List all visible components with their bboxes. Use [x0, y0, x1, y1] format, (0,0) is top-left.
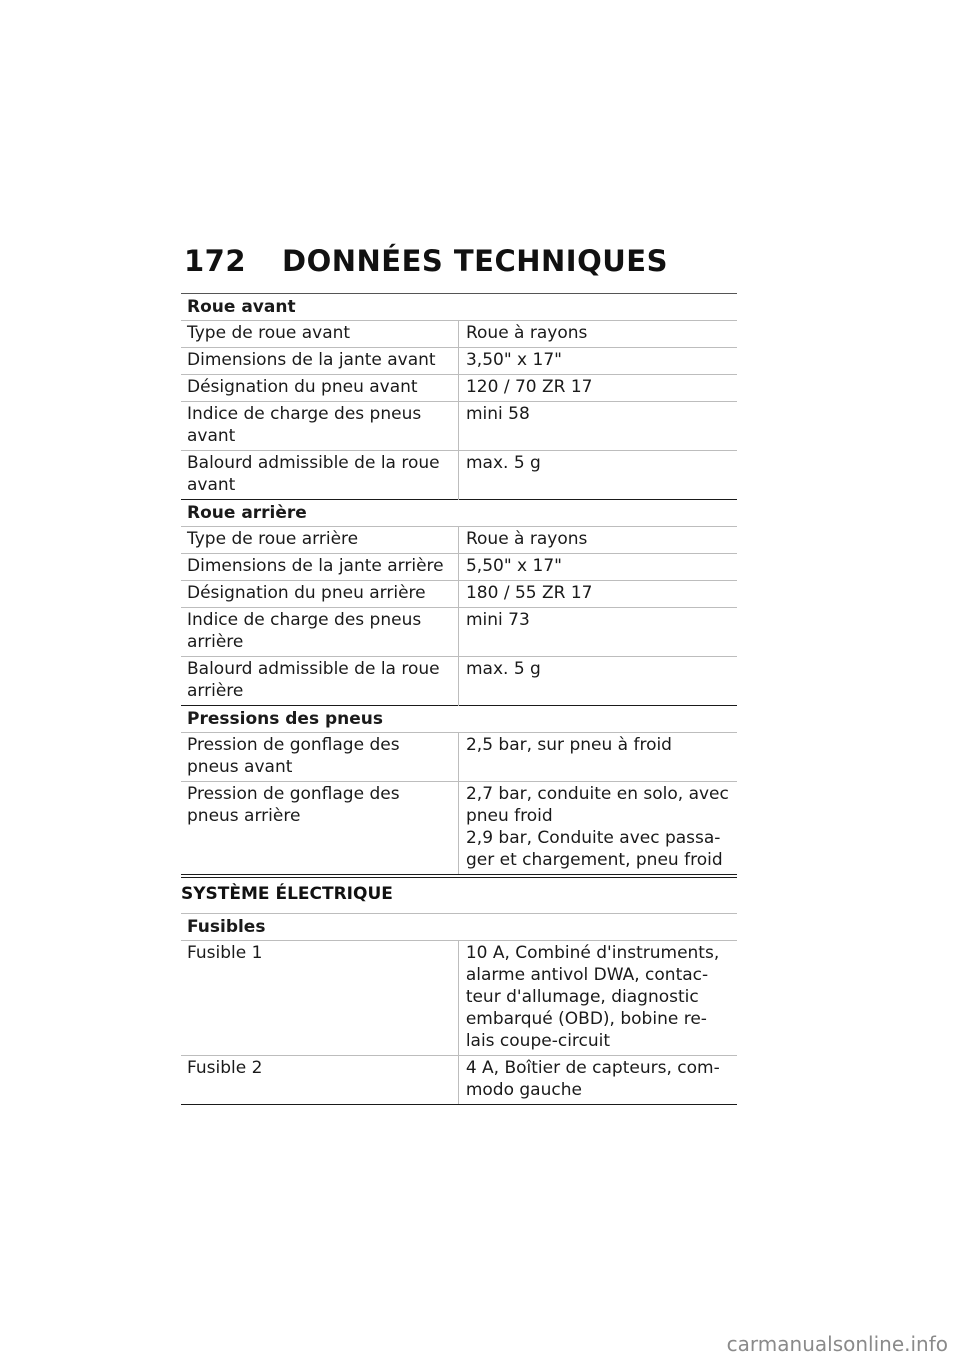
table-row [181, 375, 737, 402]
row-value: 180 / 55 ZR 17 [458, 581, 737, 608]
row-label: Désignation du pneu arrière [181, 581, 458, 608]
group-heading: Fusibles [181, 914, 737, 941]
row-label: Indice de charge des pneus arrière [181, 608, 458, 657]
row-label: Indice de charge des pneus avant [181, 402, 458, 451]
row-label: Type de roue arrière [181, 527, 458, 554]
table-row [181, 451, 737, 500]
row-label: Dimensions de la jante avant [181, 348, 458, 375]
electrical-spec-table [181, 913, 737, 1105]
page-number: 172 [184, 244, 247, 278]
group-heading: Roue arrière [181, 500, 737, 527]
row-value-cell [458, 782, 737, 875]
group-heading: Pressions des pneus [181, 706, 737, 733]
table-row [181, 554, 737, 581]
row-value: Roue à rayons [458, 321, 737, 348]
table-row [181, 581, 737, 608]
row-label: Dimensions de la jante arrière [181, 554, 458, 581]
row-value: 5,50" x 17" [458, 554, 737, 581]
table-row [181, 1056, 737, 1105]
table-row [181, 782, 737, 875]
row-value: 2,7 bar, conduite en solo, avec pneu froid [465, 784, 729, 826]
row-label: Pression de gonflage des pneus avant [181, 733, 458, 782]
table-row [181, 657, 737, 706]
row-value: mini 73 [458, 608, 737, 657]
table-row [181, 402, 737, 451]
row-value: 2,5 bar, sur pneu à froid [458, 733, 737, 782]
group-heading: Roue avant [181, 294, 737, 321]
table-row [181, 608, 737, 657]
watermark: carmanualsonline.info [726, 1332, 948, 1356]
row-value: 3,50" x 17" [458, 348, 737, 375]
row-label: Balourd admissible de la roue avant [181, 451, 458, 500]
page-title: DONNÉES TECHNIQUES [282, 244, 668, 278]
section-title-electrical: SYSTÈME ÉLECTRIQUE [181, 884, 393, 904]
table-row [181, 941, 737, 1056]
row-value: 120 / 70 ZR 17 [458, 375, 737, 402]
row-label: Balourd admissible de la roue arrière [181, 657, 458, 706]
row-value: max. 5 g [458, 451, 737, 500]
table-row [181, 527, 737, 554]
group-heading-row [181, 914, 737, 941]
row-value: 10 A, Combiné d'instruments, alarme antivol DWA, contac-teur d'allumage, diagnostic embarqué (OBD), bobine re-lais coupe-circuit [458, 941, 737, 1056]
row-value: max. 5 g [458, 657, 737, 706]
row-label: Type de roue avant [181, 321, 458, 348]
table-row [181, 321, 737, 348]
row-label: Fusible 1 [181, 941, 458, 1056]
row-label: Désignation du pneu avant [181, 375, 458, 402]
row-value: Roue à rayons [458, 527, 737, 554]
row-value: 4 A, Boîtier de capteurs, com-modo gauche [458, 1056, 737, 1105]
table-row [181, 733, 737, 782]
wheels-spec-table [181, 293, 737, 875]
section-divider [181, 877, 737, 878]
row-label: Fusible 2 [181, 1056, 458, 1105]
table-row [181, 348, 737, 375]
group-heading-row [181, 706, 737, 733]
group-heading-row [181, 294, 737, 321]
group-heading-row [181, 500, 737, 527]
row-label: Pression de gonflage des pneus arrière [181, 782, 458, 875]
row-value: mini 58 [458, 402, 737, 451]
page-header [184, 244, 668, 278]
row-value-secondary: 2,9 bar, Conduite avec passa-ger et chargement, pneu froid [465, 828, 723, 870]
